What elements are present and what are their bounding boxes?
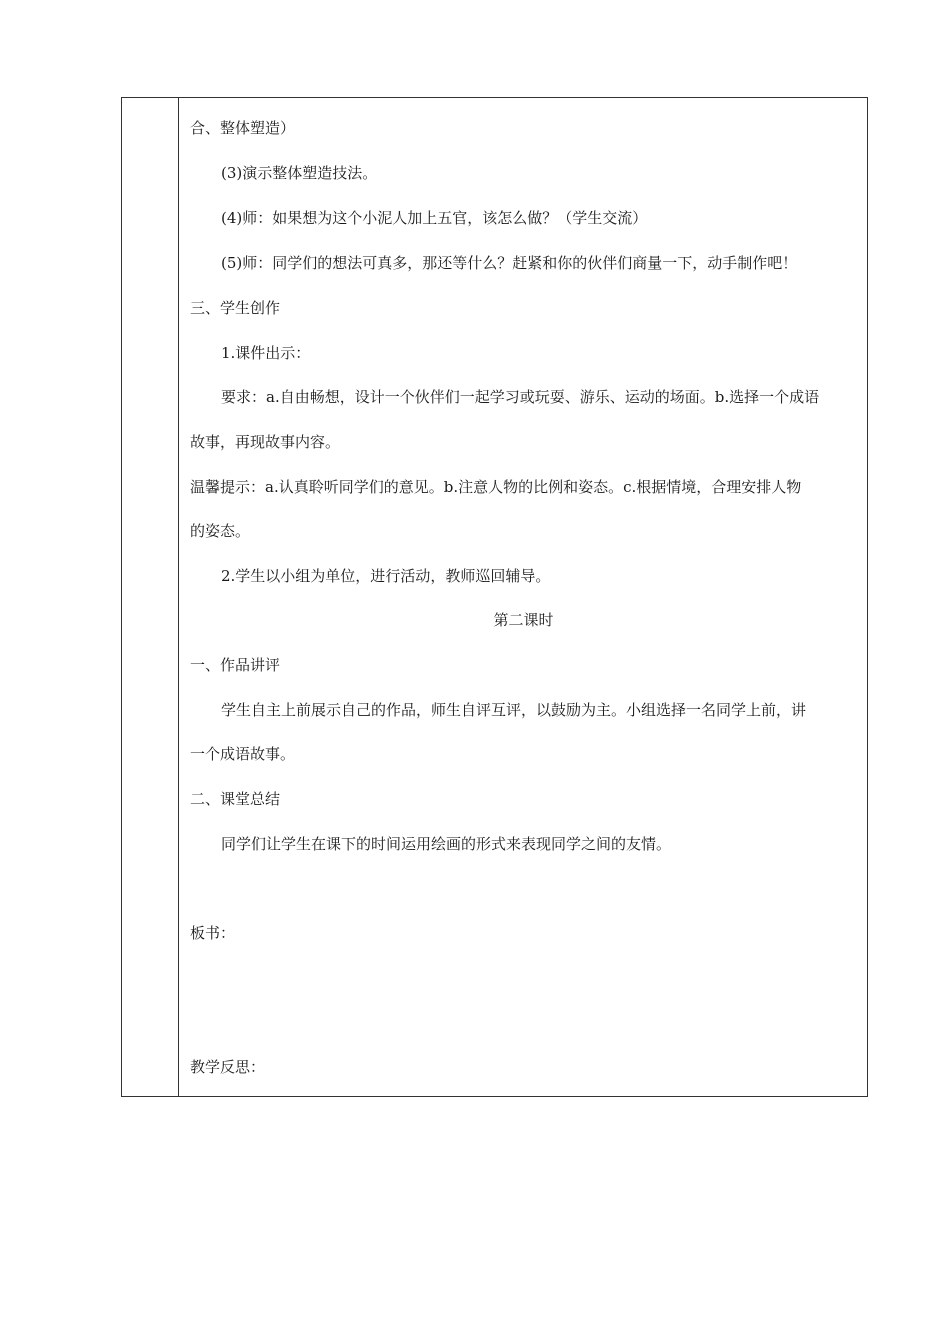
- section-heading: 二、课堂总结: [190, 790, 281, 808]
- text-line: 一个成语故事。: [190, 745, 296, 763]
- reflection-label: 教学反思：: [190, 1058, 266, 1076]
- text-line: 同学们让学生在课下的时间运用绘画的形式来表现同学之间的友情。: [221, 835, 672, 853]
- text-line: (4)师：如果想为这个小泥人加上五官，该怎么做？（学生交流）: [221, 209, 648, 227]
- text-line: 学生自主上前展示自己的作品，师生自评互评，以鼓励为主。小组选择一名同学上前，讲: [221, 701, 807, 719]
- blackboard-label: 板书：: [190, 924, 236, 942]
- text-line: 故事，再现故事内容。: [190, 433, 341, 451]
- text-line: 2.学生以小组为单位，进行活动，教师巡回辅导。: [221, 567, 551, 585]
- table-content-cell: [180, 98, 867, 1096]
- section-heading: 三、学生创作: [190, 299, 281, 317]
- lesson-plan-table: [121, 97, 868, 1097]
- text-line: 1.课件出示：: [221, 344, 311, 362]
- text-line: 要求：a.自由畅想，设计一个伙伴们一起学习或玩耍、游乐、运动的场面。b.选择一个成语: [221, 388, 820, 406]
- text-line: (5)师：同学们的想法可真多，那还等什么？赶紧和你的伙伴们商量一下，动手制作吧！: [221, 254, 798, 272]
- text-line: (3)演示整体塑造技法。: [221, 164, 378, 182]
- session-title: 第二课时: [493, 611, 554, 629]
- table-left-column: [122, 98, 179, 1096]
- section-heading: 一、作品讲评: [190, 656, 281, 674]
- text-line: 的姿态。: [190, 522, 251, 540]
- text-line: 合、整体塑造）: [190, 119, 296, 137]
- text-line: 温馨提示：a.认真聆听同学们的意见。b.注意人物的比例和姿态。c.根据情境，合理安排人物: [190, 478, 802, 496]
